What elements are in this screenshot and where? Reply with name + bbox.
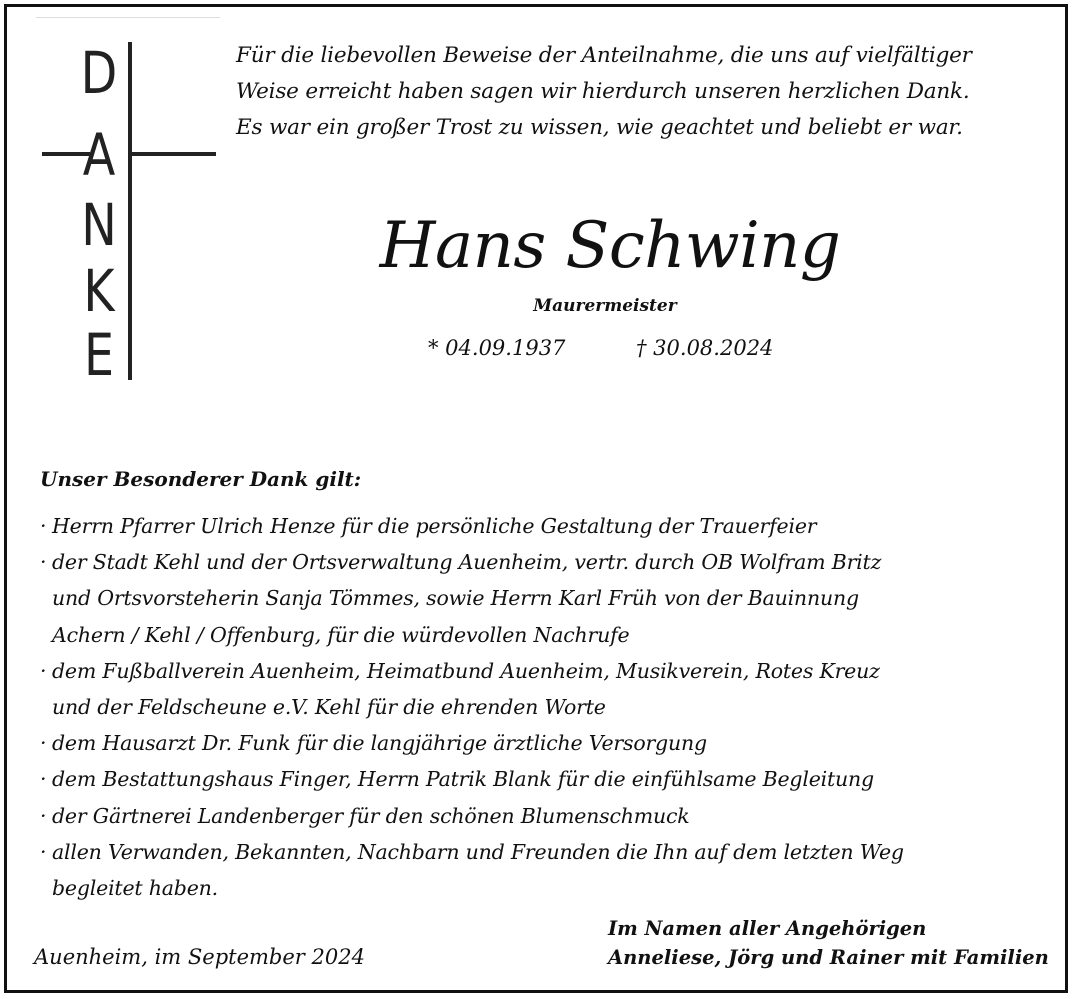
birth-date: * 04.09.1937 bbox=[428, 336, 566, 360]
logo-letter-e: E bbox=[83, 321, 115, 389]
thanks-list bbox=[40, 508, 1040, 906]
intro-text bbox=[236, 38, 1036, 146]
list-item bbox=[40, 544, 1040, 580]
signature-line: Anneliese, Jörg und Rainer mit Familien bbox=[608, 946, 1049, 969]
list-item bbox=[40, 834, 1040, 870]
list-item-text: allen Verwanden, Bekannten, Nachbarn und Freunden die Ihn auf dem letzten Weg bbox=[52, 839, 904, 864]
list-item-text: dem Bestattungshaus Finger, Herrn Patrik Blank für die einfühlsame Begleitung bbox=[52, 767, 874, 792]
deceased-name: Hans Schwing bbox=[379, 209, 841, 283]
death-date: † 30.08.2024 bbox=[636, 336, 774, 360]
list-item-text: dem Fußballverein Auenheim, Heimatbund Auenheim, Musikverein, Rotes Kreuz bbox=[52, 658, 880, 683]
bullet: · bbox=[40, 658, 47, 683]
bullet: · bbox=[40, 550, 47, 575]
intro-line: Weise erreicht haben sagen wir hierdurch unseren herzlichen Dank. bbox=[236, 79, 970, 104]
bullet: · bbox=[40, 731, 47, 756]
list-item-text: Herrn Pfarrer Ulrich Henze für die persönliche Gestaltung der Trauerfeier bbox=[52, 514, 817, 538]
danke-logo bbox=[36, 38, 226, 388]
signature bbox=[608, 914, 1049, 972]
bullet: · bbox=[40, 803, 47, 828]
list-item bbox=[40, 798, 1040, 834]
list-item-text: der Gärtnerei Landenberger für den schönen Blumenschmuck bbox=[52, 803, 690, 828]
place-date: Auenheim, im September 2024 bbox=[34, 945, 365, 969]
logo-letter-n: N bbox=[81, 191, 117, 259]
logo-letter-d: D bbox=[80, 39, 118, 107]
list-item-text: begleitet haben. bbox=[52, 875, 218, 900]
logo-vertical-bar bbox=[128, 42, 132, 380]
list-item bbox=[40, 725, 1040, 761]
bullet: · bbox=[40, 767, 47, 792]
list-item-text: und Ortsvorsteherin Sanja Tömmes, sowie Herrn Karl Früh von der Bauinnung bbox=[52, 586, 859, 611]
bullet: · bbox=[40, 839, 47, 864]
list-item-text: Achern / Kehl / Offenburg, für die würdevollen Nachrufe bbox=[52, 622, 630, 647]
bullet: · bbox=[40, 514, 47, 538]
list-item-text: und der Feldscheune e.V. Kehl für die ehrenden Worte bbox=[52, 694, 606, 719]
list-item-continuation bbox=[40, 580, 1040, 616]
logo-letter-k: K bbox=[83, 257, 115, 325]
list-item-continuation bbox=[40, 689, 1040, 725]
logo-letter-a: A bbox=[82, 121, 116, 189]
signature-line: Im Namen aller Angehörigen bbox=[608, 917, 927, 940]
list-item bbox=[40, 653, 1040, 689]
list-item bbox=[40, 761, 1040, 797]
logo-crossbar-right bbox=[128, 152, 216, 156]
intro-line: Es war ein großer Trost zu wissen, wie geachtet und beliebt er war. bbox=[236, 115, 963, 140]
list-item bbox=[40, 508, 1040, 544]
intro-line: Für die liebevollen Beweise der Anteilnahme, die uns auf vielfältiger bbox=[236, 43, 972, 68]
list-item-continuation bbox=[40, 617, 1040, 653]
top-rule bbox=[36, 17, 220, 18]
list-item-text: der Stadt Kehl und der Ortsverwaltung Auenheim, vertr. durch OB Wolfram Britz bbox=[52, 550, 882, 575]
list-item-continuation bbox=[40, 870, 1040, 906]
thanks-heading: Unser Besonderer Dank gilt: bbox=[40, 467, 362, 491]
list-item-text: dem Hausarzt Dr. Funk für die langjährige ärztliche Versorgung bbox=[52, 731, 707, 756]
deceased-profession: Maurermeister bbox=[533, 296, 677, 316]
